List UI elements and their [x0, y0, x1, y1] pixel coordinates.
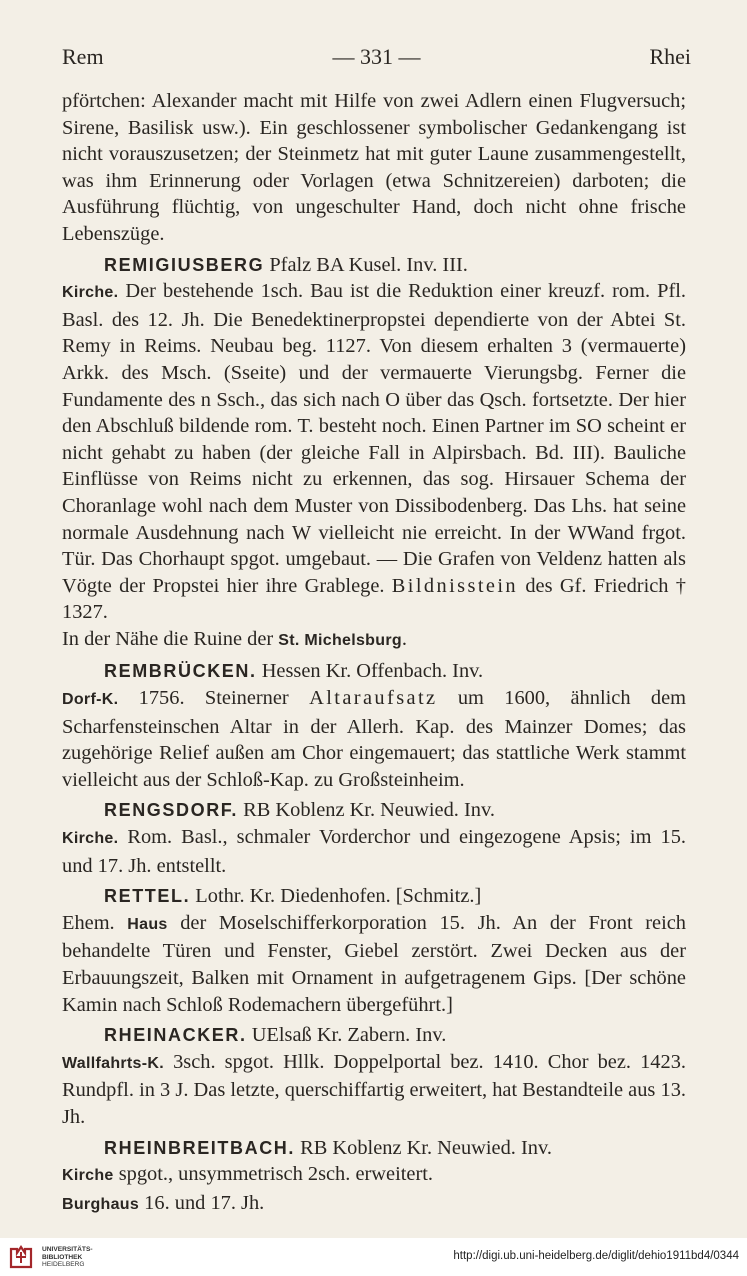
entry-text: der Moselschifferkorporation 15. Jh. An der Front reich behandelte Türen und Fenster, Giebel zerstört. Zwei Decken aus der Erbauungszeit, Balken mit Ornament in aufgetragenem Gips. [Der schöne Kamin nach Schloß Rodemachern übergeführt.] — [62, 911, 687, 1016]
entry-text-end: des Gf. Friedrich † 1327. — [62, 574, 687, 624]
entry-title: REMIGIUSBERG — [104, 254, 265, 275]
entry-rengsdorf — [62, 797, 686, 879]
entry-title: RETTEL. — [104, 886, 191, 907]
entry-tag: Kirche — [62, 1167, 114, 1185]
entry-title: RENGSDORF. — [104, 800, 239, 821]
logo-line-2: BIBLIOTHEK — [42, 1253, 83, 1261]
entry-heading: RB Koblenz Kr. Neuwied. Inv. — [295, 1136, 552, 1159]
entry-title: RHEINACKER. — [104, 1025, 247, 1046]
entry-heading: UElsaß Kr. Zabern. Inv. — [246, 1024, 447, 1047]
library-logo-text — [42, 1246, 93, 1269]
entry-text: 1756. Steinerner — [118, 687, 310, 710]
entry-rembruecken — [62, 658, 686, 793]
running-header — [62, 44, 691, 78]
entry-heading: Pfalz BA Kusel. Inv. III. — [264, 253, 468, 276]
entry-rheinacker — [62, 1022, 686, 1130]
entry-tag: Haus — [127, 915, 168, 933]
permalink[interactable]: http://digi.ub.uni-heidelberg.de/diglit/dehio1911bd4/0344 — [453, 1250, 739, 1262]
entry-heading: Lothr. Kr. Diedenhofen. [Schmitz.] — [190, 885, 482, 908]
page-body — [62, 88, 686, 1218]
note-text: In der Nähe die Ruine der — [62, 627, 279, 650]
page-number: — 331 — — [332, 44, 421, 69]
entry-text: Der bestehende 1sch. Bau ist die Reduktion einer kreuzf. rom. Pfl. Basl. des 12. Jh. Die Benedektinerpropstei dependierte von der Abtei St. Remy in Reims. Neubau beg. 1127. Von diesem erhalten 3 (vermauerte) Arkk. des Msch. (Sseite) und der vermauerte Vierungsbg. Ferner die Fundamente des n Ssch., das sich nach O über das Qsch. fortsetzte. Der hier den Abschluß bildende rom. T. besteht noch. Einen Partner im SO scheint er nicht gehabt zu haben (der gleiche Fall in Alpirsbach. Bd. III). Bauliche Einflüsse von Reims nicht zu erkennen, das sog. Hirsauer Schema der Choranlage wohl nach dem Muster von Dissibodenberg. Das Lhs. hat seine normale Ausdehnung nach W vielleicht nie erreicht. In der WWand frgot. Tür. Das Chorhaupt spgot. umgebaut. — Die Grafen von Veldenz hatten als Vögte der Propstei hier ihre Grablege. — [62, 280, 686, 597]
entry-title: RHEINBREITBACH. — [104, 1137, 296, 1158]
note-end: . — [401, 627, 408, 650]
entry-remigiusberg-note — [62, 626, 686, 655]
entry-heading: RB Koblenz Kr. Neuwied. Inv. — [238, 799, 495, 822]
entry-remigiusberg — [62, 252, 686, 626]
entry-text: 3sch. spgot. Hllk. Doppelportal bez. 1410. Chor bez. 1423. Rundpfl. in 3 J. Das letzte, querschiffartig erweitert, hat Bestandteile aus 13. Jh. — [62, 1050, 686, 1128]
entry-text-start: Ehem. — [62, 911, 128, 934]
header-left-catchword: Rem — [62, 44, 104, 69]
entry-text-2: 16. und 17. Jh. — [139, 1191, 265, 1214]
note-tag: St. Michelsburg — [278, 631, 402, 649]
library-logo-icon — [8, 1243, 38, 1276]
entry-tag: Wallfahrts-K. — [62, 1054, 164, 1072]
entry-text: spgot., unsymmetrisch 2sch. erweitert. — [113, 1163, 433, 1186]
entry-tag: Kirche. — [62, 830, 119, 848]
intro-paragraph: pförtchen: Alexander macht mit Hilfe von zwei Adlern einen Flugversuch; Sirene, Basilisk usw.). Ein geschlossener symbolischer Gedankengang ist nicht vorauszusetzen; der Steinmetz hat mit guter Laune zusammengestellt, was ihm Erinnerung oder Vorlagen (etwa Schnitzereien) darboten; die Ausführung flüchtig, von ungeschulter Hand, doch nicht ohne frische Lebenszüge. — [62, 90, 686, 245]
entry-tag: Kirche. — [62, 284, 119, 302]
viewer-footer — [0, 1238, 747, 1276]
entry-tag: Dorf-K. — [62, 691, 119, 709]
entry-tag-2: Burghaus — [62, 1195, 140, 1213]
entry-rheinbreitbach — [62, 1135, 686, 1219]
entry-heading: Hessen Kr. Offenbach. Inv. — [256, 660, 484, 683]
entry-spaced-term: Altaraufsatz — [309, 687, 438, 710]
entry-rettel — [62, 883, 686, 1018]
entry-spaced-term: Bildnisstein — [391, 574, 519, 597]
entry-text-end: um 1600, ähnlich dem Scharfensteinschen Altar in der Allerh. Kap. des Mainzer Domes; das zugehörige Relief außen am Chor eingemauert; das stattliche Werk stammt vielleicht aus der Schloß-Kap. zu Großsteinheim. — [62, 687, 686, 791]
logo-line-3: HEIDELBERG — [42, 1261, 85, 1269]
logo-line-1: UNIVERSITÄTS- — [42, 1246, 93, 1253]
entry-text: Rom. Basl., schmaler Vorderchor und eingezogene Apsis; im 15. und 17. Jh. entstellt. — [62, 826, 686, 877]
header-right-catchword: Rhei — [649, 44, 691, 69]
entry-title: REMBRÜCKEN. — [104, 661, 257, 682]
